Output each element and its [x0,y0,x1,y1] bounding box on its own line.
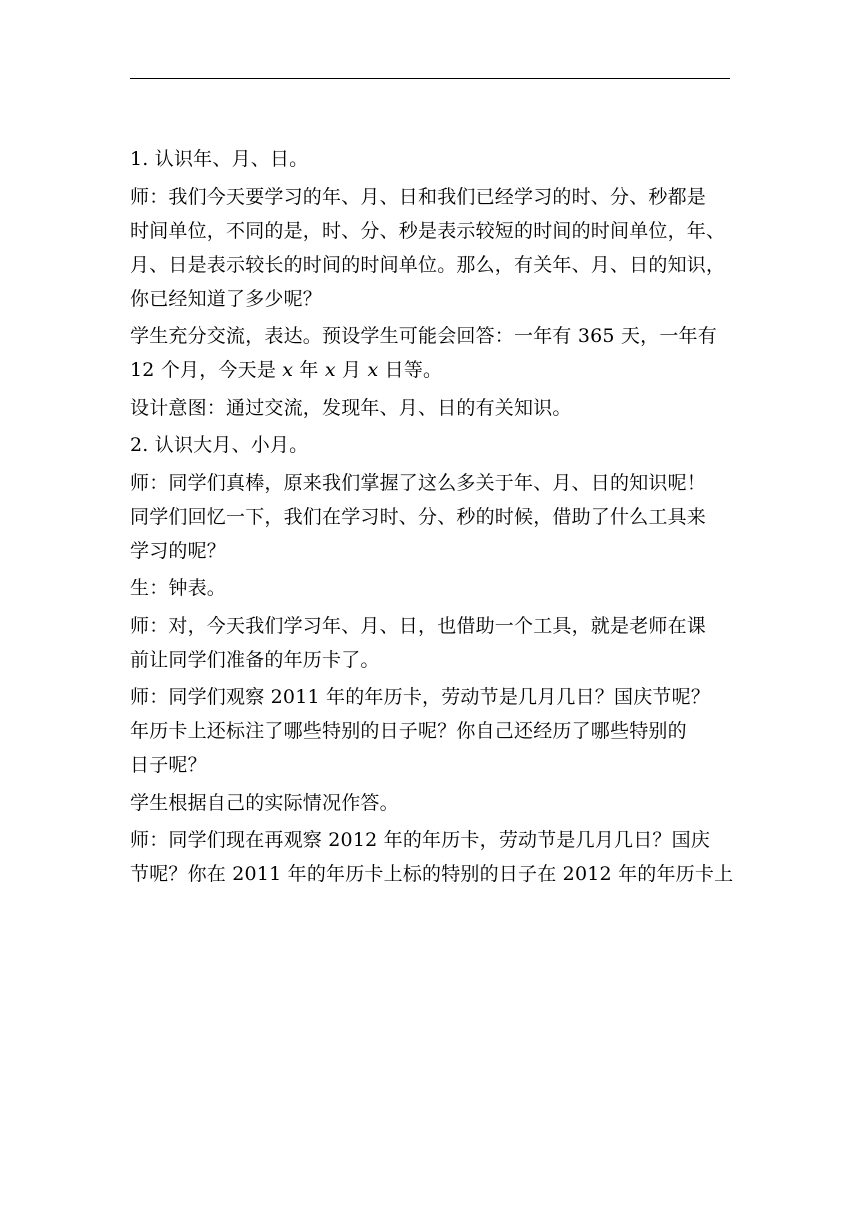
variable-x: x [282,359,294,381]
header-rule [130,78,730,79]
text-line: 师：同学们真棒，原来我们掌握了这么多关于年、月、日的知识呢！ [130,471,707,494]
text-line-with-variables [130,353,730,387]
text-line: 前让同学们准备的年历卡了。 [130,648,380,671]
text-line: 同学们回忆一下，我们在学习时、分、秒的时候，借助了什么工具来 [130,505,707,528]
text-run: 日等。 [378,359,443,381]
teacher-paragraph-4 [130,680,730,782]
text-run: 12 个月，今天是 [130,359,283,381]
text-line: 师：我们今天要学习的年、月、日和我们已经学习的时、分、秒都是 [130,185,707,208]
teacher-paragraph-5 [130,823,734,891]
design-intent-paragraph [130,391,730,425]
text-line: 师：同学们现在再观察 2012 年的年历卡，劳动节是几月几日？国庆 [130,829,711,851]
variable-x: x [367,359,379,381]
text-line: 时间单位，不同的是，时、分、秒是表示较短的时间的时间单位，年、 [130,219,726,242]
document-body [130,142,734,891]
variable-x: x [324,359,336,381]
text-line: 学生根据自己的实际情况作答。 [130,791,399,814]
text-line: 1. 认识年、月、日。 [130,148,309,170]
student-paragraph-2 [130,786,730,820]
text-line: 师：对，今天我们学习年、月、日，也借助一个工具，就是老师在课 [130,614,707,637]
text-line: 学生充分交流，表达。预设学生可能会回答：一年有 365 天，一年有 [130,325,717,347]
text-line: 月、日是表示较长的时间的时间单位。那么，有关年、月、日的知识， [130,253,726,276]
text-run: 月 [335,359,368,381]
section-heading-2 [130,428,730,462]
text-line: 你已经知道了多少呢？ [130,287,323,310]
text-run: 年 [293,359,325,381]
text-line: 生：钟表。 [130,577,227,599]
text-line: 年历卡上还标注了哪些特别的日子呢？你自己还经历了哪些特别的 [130,720,687,742]
student-answer-paragraph [130,571,730,605]
section-heading-1 [130,142,730,176]
student-paragraph-1 [130,319,730,387]
teacher-paragraph-2 [130,466,730,568]
teacher-paragraph-3 [130,609,730,677]
text-line: 学习的呢？ [130,539,227,562]
text-line: 2. 认识大月、小月。 [130,434,309,456]
text-line: 师：同学们观察 2011 年的年历卡，劳动节是几月几日？国庆节呢？ [130,686,711,708]
text-line: 设计意图：通过交流，发现年、月、日的有关知识。 [130,396,572,419]
teacher-paragraph-1 [130,180,730,316]
text-line: 日子呢？ [130,754,207,776]
text-line: 节呢？你在 2011 年的年历卡上标的特别的日子在 2012 年的年历卡上 [130,863,734,885]
